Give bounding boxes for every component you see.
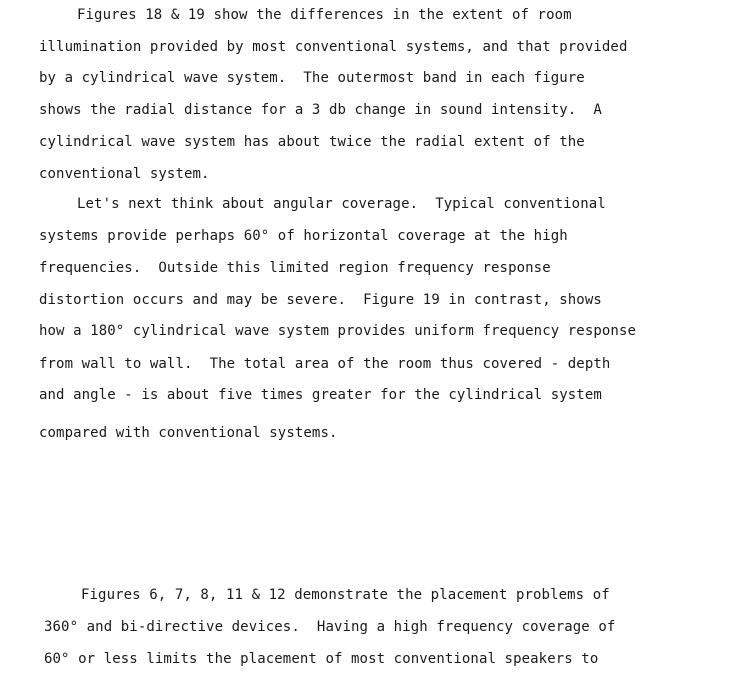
paragraph-2-line-2: systems provide perhaps 60° of horizontal coverage at the high [39,228,568,244]
paragraph-2-line-6: from wall to wall. The total area of the room thus covered - depth [39,356,611,372]
paragraph-1-line-6: conventional system. [39,166,210,182]
paragraph-2-line-5: how a 180° cylindrical wave system provides uniform frequency response [39,323,637,339]
paragraph-1-line-1: Figures 18 & 19 show the differences in the extent of room [77,7,572,23]
paragraph-1-line-2: illumination provided by most conventional systems, and that provided [39,39,628,55]
paragraph-2-line-4: distortion occurs and may be severe. Figure 19 in contrast, shows [39,292,602,308]
paragraph-1-line-5: cylindrical wave system has about twice the radial extent of the [39,134,585,150]
paragraph-2-line-1: Let's next think about angular coverage. Typical conventional [77,196,606,212]
paragraph-3-line-3: 60° or less limits the placement of most conventional speakers to [44,651,599,667]
paragraph-3-line-1: Figures 6, 7, 8, 11 & 12 demonstrate the placement problems of [81,587,610,603]
paragraph-1-line-4: shows the radial distance for a 3 db change in sound intensity. A [39,102,602,118]
paragraph-3-line-2: 360° and bi-directive devices. Having a high frequency coverage of [44,619,616,635]
paragraph-2-line-3: frequencies. Outside this limited region frequency response [39,260,551,276]
paragraph-1-line-3: by a cylindrical wave system. The outermost band in each figure [39,70,585,86]
paragraph-2-line-7: and angle - is about five times greater for the cylindrical system [39,387,602,403]
paragraph-2-line-8: compared with conventional systems. [39,425,338,441]
